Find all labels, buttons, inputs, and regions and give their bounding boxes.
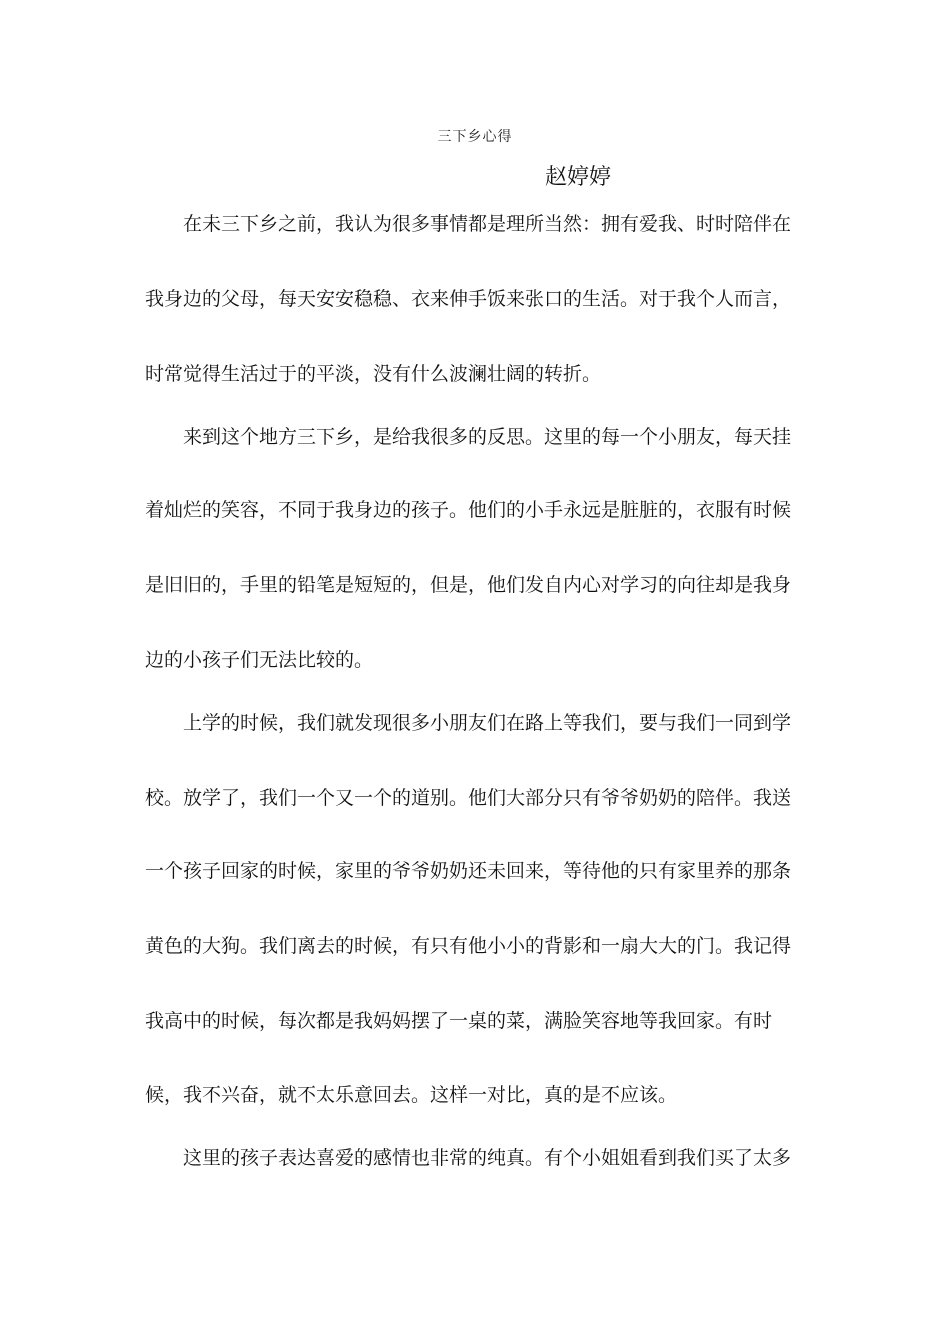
text-line: 我身边的父母，每天安安稳稳、衣来伸手饭来张口的生活。对于我个人而言， [145,288,792,310]
text-line: 这里的孩子表达喜爱的感情也非常的纯真。有个小姐姐看到我们买了太多 [183,1147,792,1169]
text-line: 在未三下乡之前，我认为很多事情都是理所当然：拥有爱我、时时陪伴在 [183,213,792,235]
text-line: 边的小孩子们无法比较的。 [145,649,374,671]
text-line: 是旧旧的，手里的铅笔是短短的，但是，他们发自内心对学习的向往却是我身 [145,574,792,596]
document-title: 三下乡心得 [437,129,513,145]
text-line: 时常觉得生活过于的平淡，没有什么波澜壮阔的转折。 [145,363,602,385]
text-line: 校。放学了，我们一个又一个的道别。他们大部分只有爷爷奶奶的陪伴。我送 [145,787,792,809]
text-line: 着灿烂的笑容，不同于我身边的孩子。他们的小手永远是脏脏的，衣服有时候 [145,499,792,521]
text-line: 我高中的时候，每次都是我妈妈摆了一桌的菜，满脸笑容地等我回家。有时 [145,1010,773,1032]
text-line: 来到这个地方三下乡，是给我很多的反思。这里的每一个小朋友，每天挂 [183,426,792,448]
text-line: 黄色的大狗。我们离去的时候，有只有他小小的背影和一扇大大的门。我记得 [145,935,792,957]
text-line: 一个孩子回家的时候，家里的爷爷奶奶还未回来，等待他的只有家里养的那条 [145,860,792,882]
author-name: 赵婷婷 [545,165,612,190]
text-line: 候，我不兴奋，就不太乐意回去。这样一对比，真的是不应该。 [145,1084,678,1106]
text-line: 上学的时候，我们就发现很多小朋友们在路上等我们，要与我们一同到学 [183,712,792,734]
